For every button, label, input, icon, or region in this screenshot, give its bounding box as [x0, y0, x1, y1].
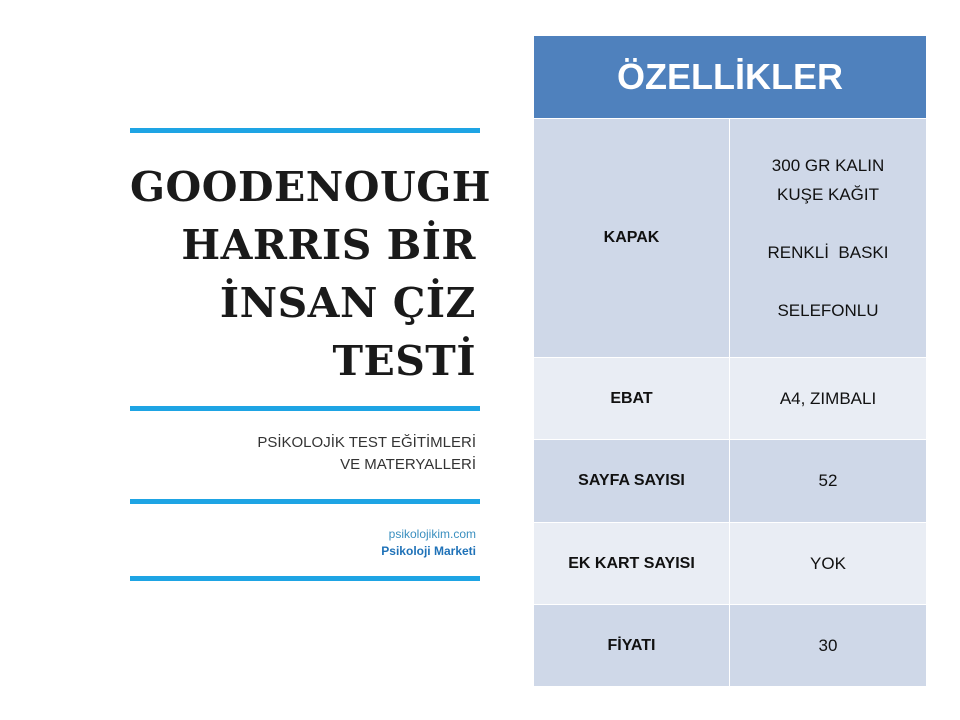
row-value: YOK: [730, 523, 927, 605]
title-line: İNSAN ÇİZ: [219, 279, 476, 327]
table-row: [534, 523, 927, 605]
row-value: A4, ZIMBALI: [730, 358, 927, 440]
value-spacer: [738, 267, 918, 296]
row-label: KAPAK: [534, 119, 730, 358]
bottom-divider: [130, 576, 480, 581]
brand-name: Psikoloji Marketi: [381, 544, 476, 558]
table-row: [534, 119, 927, 358]
row-value: 30: [730, 605, 927, 687]
value-line: SELEFONLU: [777, 301, 879, 320]
table-row: [534, 605, 927, 687]
top-divider: [130, 128, 480, 133]
table-header: ÖZELLİKLER: [534, 36, 927, 119]
middle-divider: [130, 406, 480, 411]
title-line: GOODENOUGH: [130, 163, 491, 211]
row-value: [730, 119, 927, 358]
row-label: SAYFA SAYISI: [534, 440, 730, 523]
row-label: FİYATI: [534, 605, 730, 687]
specifications-table: [533, 35, 927, 687]
value-line: KUŞE KAĞIT: [776, 185, 880, 204]
subtitle-line: PSİKOLOJİK TEST EĞİTİMLERİ: [257, 434, 476, 451]
table-header-row: [534, 36, 927, 119]
lower-divider: [130, 499, 480, 504]
value-line: RENKLİ BASKI: [767, 243, 889, 262]
title-line: TESTİ: [332, 337, 476, 385]
row-value: 52: [730, 440, 927, 523]
title-line: HARRIS BİR: [181, 221, 476, 269]
table-row: [534, 358, 927, 440]
subtitle-line: VE MATERYALLERİ: [340, 456, 476, 473]
site-credit: [130, 526, 476, 560]
row-label: EK KART SAYISI: [534, 523, 730, 605]
page-title: [130, 158, 491, 390]
subtitle: [130, 432, 476, 476]
value-spacer: [738, 209, 918, 238]
row-label: EBAT: [534, 358, 730, 440]
table-row: [534, 440, 927, 523]
value-line: 300 GR KALIN: [771, 156, 885, 175]
website-link[interactable]: psikolojikim.com: [388, 527, 476, 541]
